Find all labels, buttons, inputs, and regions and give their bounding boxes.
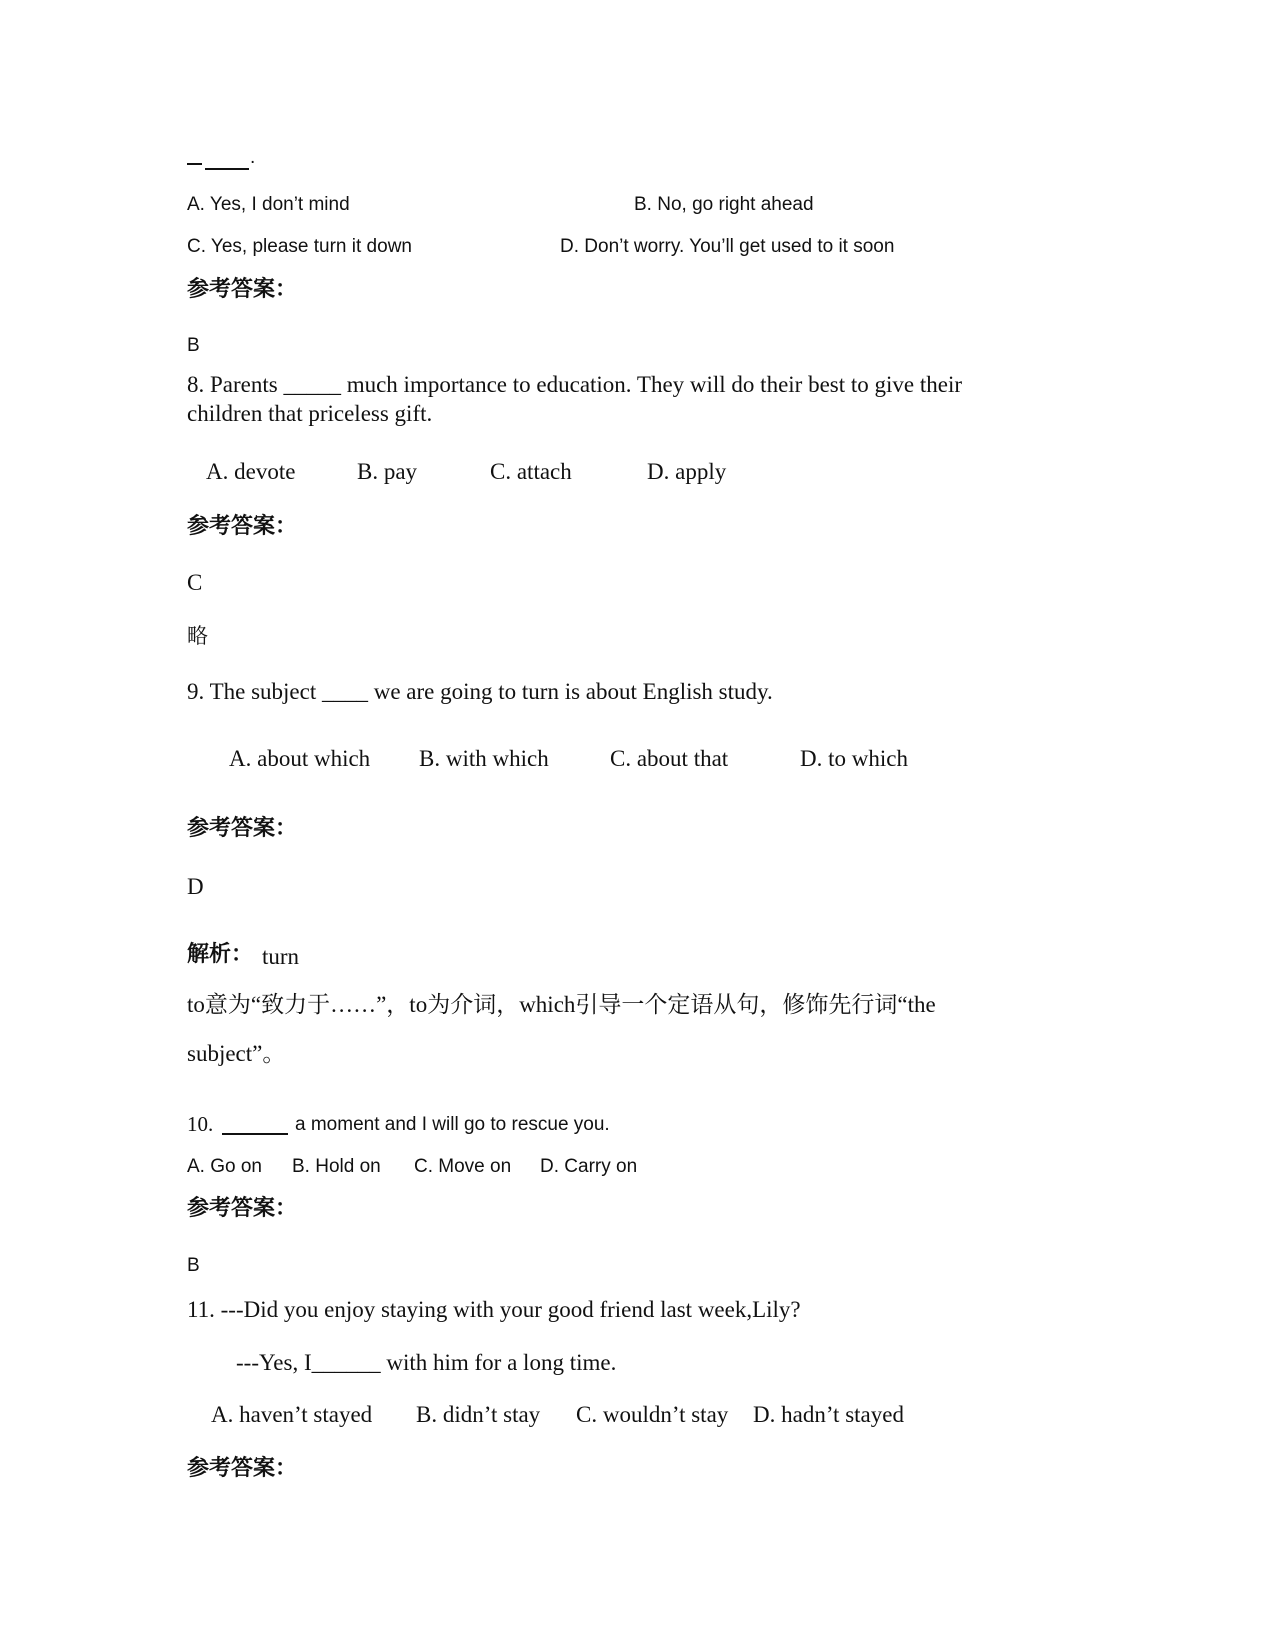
- q7-answer: B: [187, 335, 200, 356]
- q8-answer-label: 参考答案：: [187, 514, 298, 539]
- q9-analysis-line3: subject”。: [187, 1041, 286, 1066]
- q8-option-b: B. pay: [357, 459, 418, 484]
- q9-analysis-label: 解析：: [187, 942, 254, 967]
- q7-option-b: B. No, go right ahead: [634, 194, 814, 215]
- q10-option-c: C. Move on: [414, 1156, 512, 1177]
- q11-question-line2: ---Yes, I______ with him for a long time.: [236, 1350, 617, 1375]
- dialogue-dash: [187, 163, 202, 165]
- q10-option-d: D. Carry on: [540, 1156, 638, 1177]
- q9-option-c: C. about that: [610, 746, 729, 771]
- q10-answer-label: 参考答案：: [187, 1196, 298, 1221]
- q8-option-a: A. devote: [206, 459, 296, 484]
- q10-option-a: A. Go on: [187, 1156, 262, 1177]
- q10-number: 10.: [187, 1112, 214, 1136]
- q11-question-line1: 11. ---Did you enjoy staying with your good friend last week,Lily?: [187, 1297, 801, 1322]
- q11-option-d: D. hadn’t stayed: [753, 1402, 904, 1427]
- q10-answer-blank: [222, 1133, 288, 1135]
- q9-option-b: B. with which: [419, 746, 549, 771]
- q7-answer-label: 参考答案：: [187, 277, 298, 302]
- q9-option-a: A. about which: [229, 746, 371, 771]
- q9-option-d: D. to which: [800, 746, 908, 771]
- q11-option-c: C. wouldn’t stay: [576, 1402, 729, 1427]
- q7-option-c: C. Yes, please turn it down: [187, 236, 412, 257]
- q9-analysis-line2: to意为“致力于……”，to为介词，which引导一个定语从句，修饰先行词“the: [187, 992, 936, 1017]
- q8-note: 略: [187, 624, 208, 648]
- q8-option-c: C. attach: [490, 459, 572, 484]
- q7-option-d: D. Don’t worry. You’ll get used to it soon: [560, 236, 895, 257]
- q9-answer-label: 参考答案：: [187, 816, 298, 841]
- q7-option-a: A. Yes, I don’t mind: [187, 194, 350, 215]
- q10-question: a moment and I will go to rescue you.: [295, 1114, 610, 1135]
- q8-answer: C: [187, 570, 203, 595]
- q11-answer-label: 参考答案：: [187, 1456, 298, 1481]
- q9-question: 9. The subject ____ we are going to turn is about English study.: [187, 679, 773, 704]
- q11-option-b: B. didn’t stay: [416, 1402, 541, 1427]
- q9-analysis-word: turn: [262, 944, 300, 969]
- q7-end-dot: .: [250, 147, 256, 168]
- q9-answer: D: [187, 874, 204, 899]
- q10-option-b: B. Hold on: [292, 1156, 381, 1177]
- q10-answer: B: [187, 1255, 200, 1276]
- q8-option-d: D. apply: [647, 459, 727, 484]
- q8-question-line1: 8. Parents _____ much importance to education. They will do their best to give their: [187, 372, 963, 397]
- q8-question-line2: children that priceless gift.: [187, 401, 433, 426]
- answer-blank: [205, 168, 249, 170]
- q11-option-a: A. haven’t stayed: [211, 1402, 373, 1427]
